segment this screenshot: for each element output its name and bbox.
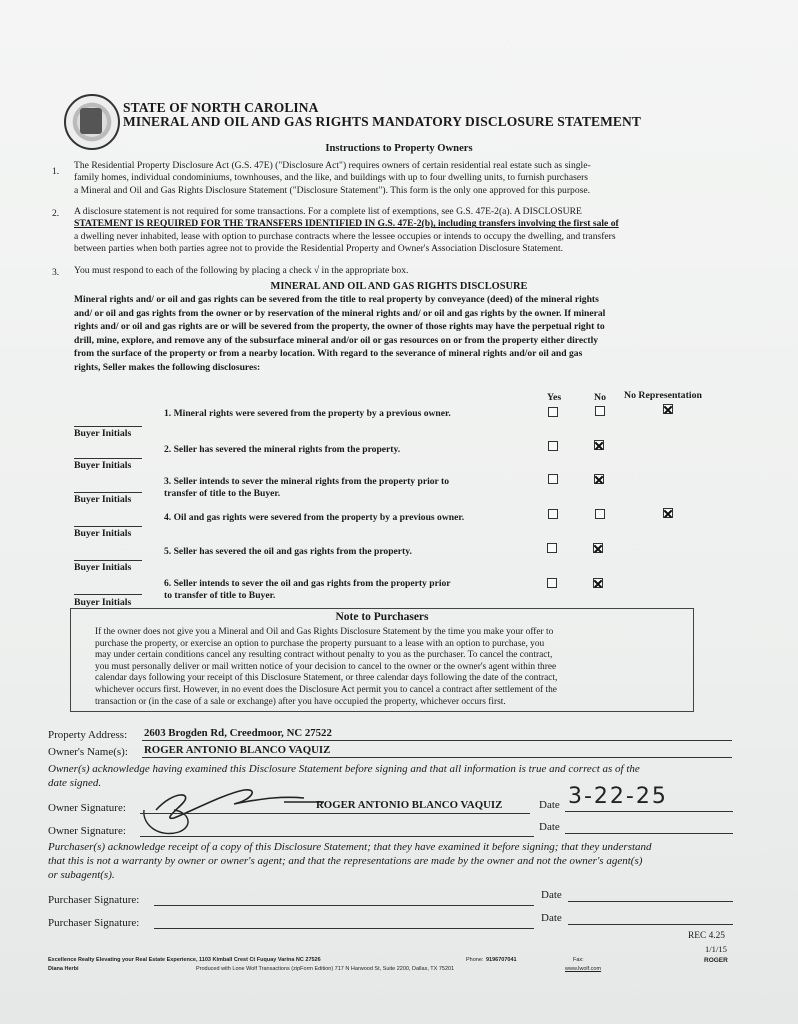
- column-yes: Yes: [547, 392, 562, 403]
- buyer-initials-label: Buyer Initials: [74, 528, 132, 539]
- purchaser-date-line[interactable]: [568, 901, 733, 902]
- disclosure-1-text: 1. Mineral rights were severed from the property by a previous owner.: [164, 408, 451, 419]
- owner-handwritten-signature-icon: [134, 780, 334, 840]
- phone-number: 9196707041: [486, 957, 517, 963]
- buyer-initials-label: Buyer Initials: [74, 494, 132, 505]
- disclosure-5-no-checkbox[interactable]: [593, 543, 603, 553]
- instruction-2-number: 2.: [52, 208, 60, 219]
- owner-signature-2-line[interactable]: [140, 836, 534, 837]
- buyer-initials-line[interactable]: [74, 492, 142, 493]
- buyer-initials-label: Buyer Initials: [74, 597, 132, 608]
- owner-date-2-line[interactable]: [565, 833, 733, 834]
- disclosure-1-no-representation-checkbox[interactable]: [663, 404, 673, 414]
- buyer-initials-label: Buyer Initials: [74, 460, 132, 471]
- disclosure-4-no-checkbox[interactable]: [595, 509, 605, 519]
- owner-names-value[interactable]: ROGER ANTONIO BLANCO VAQUIZ: [144, 744, 331, 756]
- owner-acknowledgement: Owner(s) acknowledge having examined this Disclosure Statement before signing and that all information is true and correct as of the date signed.: [48, 763, 640, 789]
- purchaser-acknowledgement: Purchaser(s) acknowledge receipt of a copy of this Disclosure Statement; that they have examined it before signing; that they understand that this is not a warranty by owner or owner's agent; and that the representations are made by the owner and not the owner's agent(s) or subagent(s).: [48, 841, 652, 881]
- disclosure-2-text: 2. Seller has severed the mineral rights from the property.: [164, 444, 401, 455]
- owner-printed-name: ROGER ANTONIO BLANCO VAQUIZ: [316, 799, 503, 811]
- agent-name: Diana Herbi: [48, 966, 79, 972]
- disclosure-2-yes-checkbox[interactable]: [548, 441, 558, 451]
- website-link[interactable]: www.lwolf.com: [565, 966, 602, 972]
- owner-names-label: Owner's Name(s):: [48, 746, 128, 758]
- owner-date-value[interactable]: 3-22-25: [568, 784, 668, 809]
- state-seal-icon: [64, 94, 120, 150]
- disclosure-5-text: 5. Seller has severed the oil and gas rights from the property.: [164, 546, 412, 557]
- buyer-initials-label: Buyer Initials: [74, 428, 132, 439]
- state-name: STATE OF NORTH CAROLINA: [123, 100, 319, 115]
- form-version-date: 1/1/15: [705, 944, 727, 954]
- disclosure-3-yes-checkbox[interactable]: [548, 474, 558, 484]
- purchaser-date-2-line[interactable]: [568, 924, 733, 925]
- property-address-value[interactable]: 2603 Brogden Rd, Creedmoor, NC 27522: [144, 727, 332, 739]
- note-to-purchasers-box: [70, 608, 694, 712]
- disclosure-3-text: 3. Seller intends to sever the mineral rights from the property prior to transfer of title to the Buyer.: [164, 476, 450, 499]
- disclosure-5-yes-checkbox[interactable]: [547, 543, 557, 553]
- note-title: Note to Purchasers: [335, 611, 429, 623]
- owner-date-line: [565, 811, 733, 812]
- purchaser-signature-label: Purchaser Signature:: [48, 894, 140, 906]
- fax-label: Fax:: [573, 957, 584, 963]
- broker-line: Excellence Realty Elevating your Real Estate Experience, 1103 Kimball Crest Ct Fuquay Varina NC 27526: [48, 957, 321, 963]
- purchaser-signature-2-label: Purchaser Signature:: [48, 917, 140, 929]
- property-address-line: [142, 740, 732, 741]
- property-address-label: Property Address:: [48, 729, 128, 741]
- instructions-heading: Instructions to Property Owners: [325, 143, 473, 154]
- section-heading: MINERAL AND OIL AND GAS RIGHTS DISCLOSURE: [270, 281, 528, 292]
- purchaser-signature-2-line[interactable]: [154, 928, 534, 929]
- section-intro: Mineral rights and/ or oil and gas rights can be severed from the title to real property by conveyance (deed) of the mineral rights and/ or oil and gas rights from the owner or by reservation of the mineral rights and/ or oil and gas rights by the owner. If mineral rights and/ or oil and gas rights are or will be severed from the property, the owner of those rights may have the perpetual right to drill, mine, explore, and remove any of the subsurface mineral and/or oil or gas resources on or from the property either directly from the surface of the property or from a nearby location. With regard to the severance of mineral rights and/or oil and gas rights, Seller makes the following disclosures:: [74, 294, 606, 373]
- instruction-3-number: 3.: [52, 267, 60, 278]
- instruction-2: A disclosure statement is not required for some transactions. For a complete list of exemptions, see G.S. 47E-2(a). A DISCLOSURE STATEMENT IS REQUIRED FOR THE TRANSFERS IDENTIFIED IN G.S. 47E-2(b), including transfers involving the first sale of a dwelling never inhabited, lease with option to purchase contracts where the lessee occupies or intends to occupy the dwelling, and transfers between parties when both parties agree not to provide the Residential Property and Owner's Association Disclosure Statement.: [74, 206, 619, 255]
- disclosure-6-text: 6. Seller intends to sever the oil and gas rights from the property prior to transfer of title to Buyer.: [164, 578, 451, 601]
- buyer-initials-line[interactable]: [74, 594, 142, 595]
- owner-signature-2-label: Owner Signature:: [48, 825, 126, 837]
- instruction-3: You must respond to each of the following by placing a check √ in the appropriate box.: [74, 265, 409, 276]
- disclosure-2-no-checkbox[interactable]: [594, 440, 604, 450]
- owner-signature-label: Owner Signature:: [48, 802, 126, 814]
- disclosure-6-no-checkbox[interactable]: [593, 578, 603, 588]
- disclosure-3-no-checkbox[interactable]: [594, 474, 604, 484]
- note-text: If the owner does not give you a Mineral and Oil and Gas Rights Disclosure Statement by the time you make your offer to purchase the property, or exercise an option to purchase the property pursuant to a lease with an option to purchase, you may under certain conditions cancel any resulting contract without penalty to you as the purchaser. To cancel the contract, you must personally deliver or mail written notice of your decision to cancel to the owner or the owner's agent within three calendar days following your receipt of this Disclosure Statement, or three calendar days following the date of the contract, whichever occurs first. However, in no event does the Disclosure Act permit you to cancel a contract after settlement of the transaction or (in the case of a sale or exchange) after you have occupied the property, whichever occurs first.: [95, 627, 558, 707]
- instruction-1-number: 1.: [52, 166, 60, 177]
- instruction-1: The Residential Property Disclosure Act (G.S. 47E) ("Disclosure Act") requires owners of certain residential real estate such as single- family homes, individual condominiums, townhouses, and the like, and buildings with up to four dwelling units, to furnish purchasers a Mineral and Oil and Gas Rights Disclosure Statement ("Disclosure Statement"). This form is the only one approved for this purpose.: [74, 160, 591, 196]
- file-name: ROGER: [704, 957, 728, 964]
- column-no-representation: No Representation: [624, 390, 702, 401]
- purchaser-date-label: Date: [541, 889, 562, 901]
- buyer-initials-line[interactable]: [74, 458, 142, 459]
- disclosure-6-yes-checkbox[interactable]: [547, 578, 557, 588]
- buyer-initials-label: Buyer Initials: [74, 562, 132, 573]
- owner-signature-line: [140, 813, 530, 814]
- produced-with-line: Produced with Lone Wolf Transactions (zipForm Edition) 717 N Harwood St, Suite 2200, Dallas, TX 75201: [196, 966, 455, 972]
- buyer-initials-line[interactable]: [74, 426, 142, 427]
- form-title: MINERAL AND OIL AND GAS RIGHTS MANDATORY DISCLOSURE STATEMENT: [123, 114, 641, 129]
- disclosure-1-no-checkbox[interactable]: [595, 406, 605, 416]
- column-no: No: [594, 392, 606, 403]
- disclosure-4-yes-checkbox[interactable]: [548, 509, 558, 519]
- disclosure-1-yes-checkbox[interactable]: [548, 407, 558, 417]
- disclosure-4-text: 4. Oil and gas rights were severed from the property by a previous owner.: [164, 512, 465, 523]
- purchaser-signature-line[interactable]: [154, 905, 534, 906]
- buyer-initials-line[interactable]: [74, 526, 142, 527]
- form-code: REC 4.25: [688, 931, 725, 941]
- purchaser-date-2-label: Date: [541, 912, 562, 924]
- phone-label: Phone:: [466, 957, 484, 963]
- buyer-initials-line[interactable]: [74, 560, 142, 561]
- owner-date-2-label: Date: [539, 821, 560, 833]
- disclosure-4-no-representation-checkbox[interactable]: [663, 508, 673, 518]
- owner-names-line: [142, 757, 732, 758]
- owner-date-label: Date: [539, 799, 560, 811]
